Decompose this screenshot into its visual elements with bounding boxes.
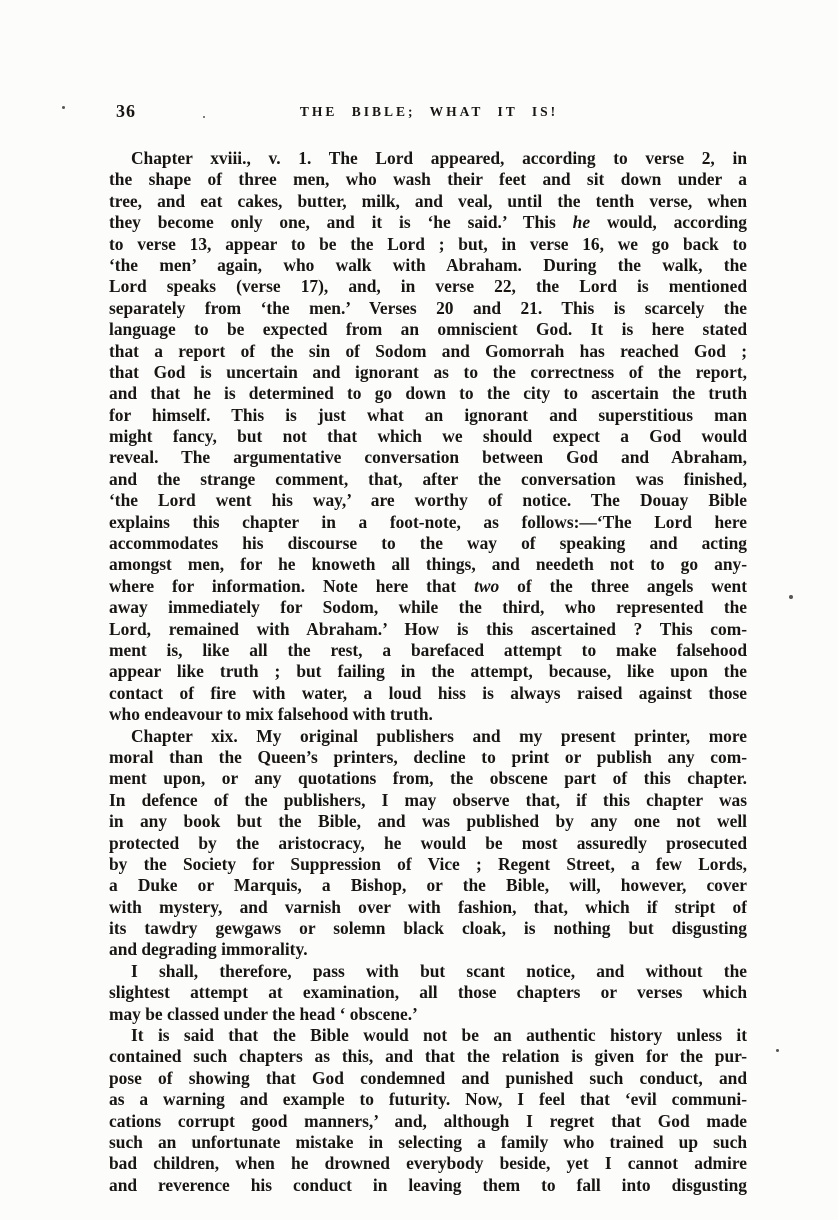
text-line: explains this chapter in a foot-note, as follows:—‘The Lord here bbox=[109, 511, 747, 532]
text-line: reveal. The argumentative conversation between God and Abraham, bbox=[109, 447, 747, 468]
text-line: Chapter xviii., v. 1. The Lord appeared, according to verse 2, in bbox=[131, 148, 747, 168]
text-line: and reverence his conduct in leaving them to fall into disgusting bbox=[109, 1174, 747, 1195]
text-line: contact of fire with water, a loud hiss is always raised against those bbox=[109, 682, 747, 703]
text-line: language to be expected from an omniscient God. It is here stated bbox=[109, 319, 747, 340]
paragraph-chapter-xix-publishers bbox=[109, 726, 747, 961]
text-line: with mystery, and varnish over with fashion, that, which if stript of bbox=[109, 896, 747, 917]
text-line: for himself. This is just what an ignorant and superstitious man bbox=[109, 404, 747, 425]
text-line: as a warning and example to futurity. Now, I feel that ‘evil communi- bbox=[109, 1089, 747, 1110]
text-line: pose of showing that God condemned and punished such conduct, and bbox=[109, 1067, 747, 1088]
paragraph-chapter-xviii-commentary bbox=[109, 148, 747, 726]
text-line: in any book but the Bible, and was published by any one not well bbox=[109, 811, 747, 832]
text-line: Chapter xix. My original publishers and my present printer, more bbox=[131, 725, 747, 746]
text-line: may be classed under the head ‘ obscene.’ bbox=[109, 1003, 418, 1024]
text-line: It is said that the Bible would not be an authentic history unless it bbox=[131, 1025, 747, 1046]
text-line: tree, and eat cakes, butter, milk, and veal, until the tenth verse, when bbox=[109, 190, 747, 211]
text-line: cations corrupt good manners,’ and, although I regret that God made bbox=[109, 1110, 747, 1131]
text-line: appear like truth ; but failing in the attempt, because, like upon the bbox=[109, 661, 747, 682]
text-line: a Duke or Marquis, a Bishop, or the Bible, will, however, cover bbox=[109, 875, 747, 896]
text-line: such an unfortunate mistake in selecting a family who trained up such bbox=[109, 1131, 747, 1152]
text-line: that a report of the sin of Sodom and Gomorrah has reached God ; bbox=[109, 340, 747, 361]
text-line: the shape of three men, who wash their feet and sit down under a bbox=[109, 169, 747, 190]
page-text bbox=[109, 148, 747, 1196]
text-line: away immediately for Sodom, while the third, who represented the bbox=[109, 597, 747, 618]
paragraph-authentic-history bbox=[109, 1025, 747, 1196]
text-line: separately from ‘the men.’ Verses 20 and 21. This is scarcely the bbox=[109, 297, 747, 318]
text-line: ‘the men’ again, who walk with Abraham. During the walk, the bbox=[109, 254, 747, 275]
scan-speck bbox=[789, 595, 793, 599]
text-line: and degrading immorality. bbox=[109, 939, 308, 960]
scan-speck bbox=[62, 106, 65, 109]
text-line: accommodates his discourse to the way of speaking and acting bbox=[109, 533, 747, 554]
text-line: bad children, when he drowned everybody beside, yet I cannot admire bbox=[109, 1153, 747, 1174]
text-line: ment is, like all the rest, a barefaced attempt to make falsehood bbox=[109, 639, 747, 660]
text-line: where for information. Note here that two of the three angels went bbox=[109, 575, 747, 596]
running-title: THE BIBLE; WHAT IT IS! bbox=[299, 104, 559, 119]
text-line: ‘the Lord went his way,’ are worthy of notice. The Douay Bible bbox=[109, 490, 747, 511]
page-number: 36 bbox=[116, 101, 136, 121]
text-line: I shall, therefore, pass with but scant notice, and without the bbox=[131, 960, 747, 981]
paragraph-scant-notice bbox=[109, 961, 747, 1025]
text-line: who endeavour to mix falsehood with truth. bbox=[109, 704, 433, 725]
text-line: they become only one, and it is ‘he said.’ This he would, according bbox=[109, 212, 747, 233]
text-line: ment upon, or any quotations from, the obscene part of this chapter. bbox=[109, 768, 747, 789]
text-line: and that he is determined to go down to the city to ascertain the truth bbox=[109, 383, 747, 404]
text-line: Lord, remained with Abraham.’ How is this ascertained ? This com- bbox=[109, 618, 747, 639]
text-line: might fancy, but not that which we should expect a God would bbox=[109, 426, 747, 447]
text-line: and the strange comment, that, after the conversation was finished, bbox=[109, 468, 747, 489]
text-line: In defence of the publishers, I may observe that, if this chapter was bbox=[109, 789, 747, 810]
scan-speck bbox=[776, 1049, 779, 1052]
text-line: to verse 13, appear to be the Lord ; but, in verse 16, we go back to bbox=[109, 233, 747, 254]
text-line: Lord speaks (verse 17), and, in verse 22, the Lord is mentioned bbox=[109, 276, 747, 297]
text-line: slightest attempt at examination, all those chapters or verses which bbox=[109, 982, 747, 1003]
text-line: protected by the aristocracy, he would be most assuredly prosecuted bbox=[109, 832, 747, 853]
text-line: that God is uncertain and ignorant as to the correctness of the report, bbox=[109, 361, 747, 382]
text-line: moral than the Queen’s printers, decline to print or publish any com- bbox=[109, 746, 747, 767]
text-line: contained such chapters as this, and that the relation is given for the pur- bbox=[109, 1046, 747, 1067]
text-line: by the Society for Suppression of Vice ; Regent Street, a few Lords, bbox=[109, 853, 747, 874]
text-line: its tawdry gewgaws or solemn black cloak, is nothing but disgusting bbox=[109, 918, 747, 939]
text-line: amongst men, for he knoweth all things, and needeth not to go any- bbox=[109, 554, 747, 575]
